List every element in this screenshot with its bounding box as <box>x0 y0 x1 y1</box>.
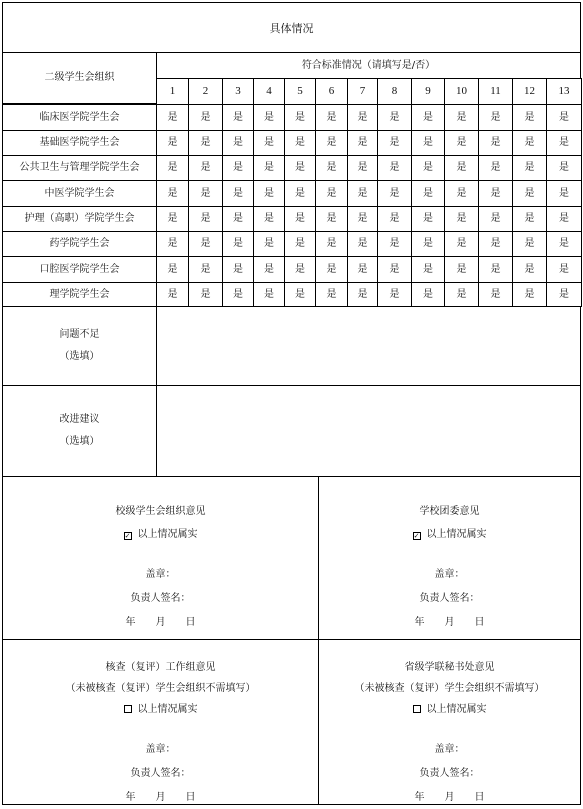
criterion-number-text: 6 <box>328 84 335 97</box>
criterion-number-text: 12 <box>524 84 535 97</box>
problems-optional: （选填） <box>59 351 100 362</box>
criterion-value-cell[interactable] <box>377 256 412 283</box>
criterion-value: 是 <box>456 288 467 300</box>
criterion-value-cell[interactable] <box>347 130 378 156</box>
criterion-value-cell[interactable] <box>512 282 547 307</box>
criterion-value: 是 <box>233 187 243 199</box>
criterion-number-10 <box>444 78 479 105</box>
criterion-value: 是 <box>200 288 211 300</box>
criterion-value: 是 <box>524 238 535 249</box>
criteria-header-text: 符合标准情况（请填写是/否） <box>301 59 436 71</box>
criterion-value: 是 <box>357 111 368 123</box>
criterion-value-cell[interactable] <box>411 155 445 181</box>
criterion-value-cell[interactable] <box>347 282 378 307</box>
criterion-value-cell[interactable] <box>188 206 223 232</box>
criterion-value-cell[interactable] <box>156 155 189 181</box>
criterion-value-cell[interactable] <box>444 231 479 257</box>
criterion-number-13 <box>546 78 582 105</box>
criterion-value-cell[interactable] <box>377 206 412 232</box>
criterion-value-cell[interactable] <box>253 104 285 131</box>
criterion-value: 是 <box>423 137 433 148</box>
criterion-value-cell[interactable] <box>253 256 285 283</box>
criterion-value: 是 <box>524 187 535 199</box>
criterion-value: 是 <box>200 213 211 224</box>
org-name-cell <box>2 256 157 283</box>
criterion-value: 是 <box>423 288 433 300</box>
criterion-value: 是 <box>357 288 368 300</box>
criterion-value-cell[interactable] <box>478 231 513 257</box>
opinion-check-row <box>413 700 487 715</box>
suggestions-label-cell <box>2 385 157 477</box>
date-label: 年 月 日 <box>125 617 196 628</box>
criterion-value: 是 <box>389 263 400 275</box>
org-name: 中医学院学生会 <box>44 187 115 199</box>
criterion-value-cell[interactable] <box>284 130 316 156</box>
opinion-title: 核查（复评）工作组意见 <box>105 662 216 673</box>
criterion-number-text: 8 <box>391 84 398 97</box>
criterion-value-cell[interactable] <box>478 206 513 232</box>
criterion-value-cell[interactable] <box>188 155 223 181</box>
criterion-value-cell[interactable] <box>156 180 189 207</box>
seal-label: 盖章： <box>434 569 465 580</box>
criterion-value-cell[interactable] <box>156 231 189 257</box>
criterion-value: 是 <box>389 111 400 123</box>
opinion-title: 学校团委意见 <box>419 506 480 517</box>
criterion-value-cell[interactable] <box>411 104 445 131</box>
criterion-value: 是 <box>559 137 569 148</box>
criterion-value-cell[interactable] <box>546 130 582 156</box>
opinion-check-row <box>124 700 198 715</box>
criterion-value: 是 <box>524 137 535 148</box>
criterion-value: 是 <box>233 213 243 224</box>
criterion-value-cell[interactable] <box>377 130 412 156</box>
criterion-value-cell[interactable] <box>478 130 513 156</box>
criterion-value-cell[interactable] <box>188 282 223 307</box>
problems-label: 问题不足 <box>59 329 100 340</box>
criterion-value: 是 <box>490 137 501 148</box>
criterion-value-cell[interactable] <box>478 256 513 283</box>
criterion-value: 是 <box>559 187 569 199</box>
criterion-value-cell[interactable] <box>347 256 378 283</box>
date-label: 年 月 日 <box>414 617 485 628</box>
seal-label: 盖章： <box>145 744 176 755</box>
check-label: 以上情况属实 <box>426 704 487 715</box>
check-box-icon[interactable] <box>124 705 132 713</box>
criterion-value: 是 <box>357 187 368 199</box>
criterion-value-cell[interactable] <box>546 231 582 257</box>
criterion-value-cell[interactable] <box>411 256 445 283</box>
criterion-number-text: 13 <box>558 84 570 97</box>
org-name: 基础医学院学生会 <box>39 137 120 148</box>
criterion-value: 是 <box>389 162 400 173</box>
criterion-value: 是 <box>167 263 178 275</box>
criterion-value-cell[interactable] <box>546 282 582 307</box>
criterion-value-cell[interactable] <box>478 282 513 307</box>
criterion-value-cell[interactable] <box>284 282 316 307</box>
criterion-value-cell[interactable] <box>512 206 547 232</box>
org-name: 口腔医学院学生会 <box>39 263 120 275</box>
criterion-value: 是 <box>264 288 274 300</box>
criterion-value-cell[interactable] <box>377 231 412 257</box>
criterion-number-11 <box>478 78 513 105</box>
criterion-value-cell[interactable] <box>284 256 316 283</box>
signer-label: 负责人签名： <box>419 768 480 779</box>
criterion-value-cell[interactable] <box>253 180 285 207</box>
criterion-value-cell[interactable] <box>478 155 513 181</box>
criterion-value: 是 <box>389 213 400 224</box>
criterion-value-cell[interactable] <box>347 180 378 207</box>
criterion-value-cell[interactable] <box>411 231 445 257</box>
criterion-value-cell[interactable] <box>253 155 285 181</box>
criterion-value: 是 <box>167 137 178 148</box>
criterion-value: 是 <box>233 162 243 173</box>
criterion-value-cell[interactable] <box>315 256 348 283</box>
org-name-cell <box>2 282 157 307</box>
criterion-value: 是 <box>524 288 535 300</box>
criterion-value: 是 <box>264 137 274 148</box>
criterion-value-cell[interactable] <box>253 130 285 156</box>
opinion-review-group <box>2 639 319 805</box>
criterion-value-cell[interactable] <box>512 155 547 181</box>
check-label: 以上情况属实 <box>137 529 198 540</box>
criterion-value-cell[interactable] <box>512 256 547 283</box>
criterion-value: 是 <box>233 137 243 148</box>
criterion-number-5 <box>284 78 316 105</box>
opinion-school-union <box>2 476 319 640</box>
criterion-value-cell[interactable] <box>253 282 285 307</box>
criterion-value: 是 <box>456 187 467 199</box>
suggestions-optional: （选填） <box>59 436 100 447</box>
criterion-value-cell[interactable] <box>156 206 189 232</box>
criterion-value-cell[interactable] <box>188 256 223 283</box>
criterion-value-cell[interactable] <box>377 282 412 307</box>
criterion-value-cell[interactable] <box>377 104 412 131</box>
check-label: 以上情况属实 <box>426 529 487 540</box>
criterion-value: 是 <box>559 162 569 173</box>
criterion-value: 是 <box>167 238 178 249</box>
check-label: 以上情况属实 <box>137 704 198 715</box>
criterion-value: 是 <box>167 162 178 173</box>
criterion-value: 是 <box>423 263 433 275</box>
criterion-value-cell[interactable] <box>188 104 223 131</box>
criterion-number-text: 2 <box>202 84 209 97</box>
criterion-value-cell[interactable] <box>253 206 285 232</box>
criteria-header <box>156 52 581 79</box>
criterion-value-cell[interactable] <box>347 155 378 181</box>
criterion-number-text: 11 <box>490 84 501 97</box>
criterion-value: 是 <box>456 162 467 173</box>
criterion-value: 是 <box>233 111 243 123</box>
org-name: 公共卫生与管理学院学生会 <box>19 162 140 173</box>
org-name-cell <box>2 206 157 232</box>
criterion-value-cell[interactable] <box>347 231 378 257</box>
opinion-check-row <box>124 525 198 540</box>
criterion-value-cell[interactable] <box>315 155 348 181</box>
criterion-value-cell[interactable] <box>444 180 479 207</box>
org-header <box>2 52 157 104</box>
criterion-number-6 <box>315 78 348 105</box>
criterion-value-cell[interactable] <box>222 231 254 257</box>
criterion-value: 是 <box>490 111 501 123</box>
criterion-value: 是 <box>295 187 305 199</box>
criterion-value-cell[interactable] <box>444 155 479 181</box>
criterion-value: 是 <box>456 238 467 249</box>
org-name-cell <box>2 231 157 257</box>
criterion-value-cell[interactable] <box>284 206 316 232</box>
opinion-check-row <box>413 525 487 540</box>
date-label: 年 月 日 <box>414 792 485 803</box>
criterion-value-cell[interactable] <box>156 130 189 156</box>
criterion-value-cell[interactable] <box>546 155 582 181</box>
criterion-value: 是 <box>326 187 337 199</box>
criterion-value-cell[interactable] <box>315 231 348 257</box>
criterion-value: 是 <box>456 263 467 275</box>
criterion-value: 是 <box>200 111 211 123</box>
criterion-value: 是 <box>295 288 305 300</box>
criterion-value-cell[interactable] <box>222 104 254 131</box>
criterion-value: 是 <box>357 263 368 275</box>
criterion-value-cell[interactable] <box>444 206 479 232</box>
criterion-value-cell[interactable] <box>478 104 513 131</box>
criterion-value-cell[interactable] <box>444 104 479 131</box>
check-box-icon[interactable] <box>413 705 421 713</box>
org-name: 理学院学生会 <box>49 288 110 300</box>
criterion-number-3 <box>222 78 254 105</box>
problems-label-cell <box>2 306 157 386</box>
criterion-value: 是 <box>295 137 305 148</box>
criterion-value: 是 <box>326 288 337 300</box>
org-name-cell <box>2 104 157 131</box>
criterion-value: 是 <box>389 288 400 300</box>
criterion-value-cell[interactable] <box>284 155 316 181</box>
criterion-value: 是 <box>357 137 368 148</box>
criterion-value: 是 <box>264 263 274 275</box>
criterion-value: 是 <box>233 263 243 275</box>
criterion-value: 是 <box>423 187 433 199</box>
criterion-value-cell[interactable] <box>156 282 189 307</box>
criterion-value-cell[interactable] <box>546 180 582 207</box>
criterion-value: 是 <box>200 137 211 148</box>
criterion-value: 是 <box>524 263 535 275</box>
criterion-number-text: 10 <box>456 84 467 97</box>
criterion-value-cell[interactable] <box>411 206 445 232</box>
criterion-value-cell[interactable] <box>284 231 316 257</box>
criterion-value-cell[interactable] <box>156 104 189 131</box>
seal-label: 盖章： <box>434 744 465 755</box>
criterion-value-cell[interactable] <box>222 206 254 232</box>
criterion-value: 是 <box>357 162 368 173</box>
criterion-value: 是 <box>295 263 305 275</box>
criterion-value-cell[interactable] <box>377 180 412 207</box>
criterion-value-cell[interactable] <box>444 282 479 307</box>
criterion-value-cell[interactable] <box>188 231 223 257</box>
criterion-value: 是 <box>264 238 274 249</box>
criterion-value: 是 <box>264 187 274 199</box>
criterion-number-12 <box>512 78 547 105</box>
criterion-value: 是 <box>389 137 400 148</box>
org-name-cell <box>2 180 157 207</box>
criterion-value: 是 <box>200 162 211 173</box>
criterion-value: 是 <box>490 213 501 224</box>
criterion-value: 是 <box>423 238 433 249</box>
criterion-value-cell[interactable] <box>315 104 348 131</box>
criterion-value-cell[interactable] <box>411 180 445 207</box>
suggestions-label: 改进建议 <box>59 414 100 425</box>
criterion-value-cell[interactable] <box>284 180 316 207</box>
criterion-value: 是 <box>524 213 535 224</box>
criterion-value: 是 <box>167 213 178 224</box>
criterion-value: 是 <box>559 111 569 123</box>
criterion-value: 是 <box>326 263 337 275</box>
criterion-value-cell[interactable] <box>512 231 547 257</box>
criterion-value: 是 <box>295 238 305 249</box>
criterion-value-cell[interactable] <box>546 104 582 131</box>
criterion-value: 是 <box>559 238 569 249</box>
criterion-value: 是 <box>490 238 501 249</box>
title-text: 具体情况 <box>269 21 314 35</box>
check-box-icon[interactable]: ✓ <box>413 532 420 540</box>
criterion-value: 是 <box>389 187 400 199</box>
criterion-value: 是 <box>524 111 535 123</box>
criterion-value-cell[interactable] <box>347 104 378 131</box>
criterion-value: 是 <box>295 111 305 123</box>
criterion-value: 是 <box>233 288 243 300</box>
criterion-number-text: 5 <box>297 84 303 97</box>
criterion-value: 是 <box>490 187 501 199</box>
org-name-cell <box>2 130 157 156</box>
check-box-icon[interactable]: ✓ <box>124 532 131 540</box>
org-name: 药学院学生会 <box>49 238 110 249</box>
criterion-value: 是 <box>200 263 211 275</box>
criterion-value-cell[interactable] <box>377 155 412 181</box>
signer-label: 负责人签名： <box>130 593 191 604</box>
criterion-value: 是 <box>200 238 211 249</box>
criterion-value-cell[interactable] <box>222 282 254 307</box>
criterion-value-cell[interactable] <box>253 231 285 257</box>
criterion-value: 是 <box>423 162 433 173</box>
criterion-value-cell[interactable] <box>512 130 547 156</box>
criterion-value: 是 <box>167 111 178 123</box>
criterion-value: 是 <box>326 213 337 224</box>
criterion-value: 是 <box>456 213 467 224</box>
criterion-value-cell[interactable] <box>222 256 254 283</box>
criterion-value: 是 <box>326 111 337 123</box>
criterion-value: 是 <box>423 111 433 123</box>
criterion-value: 是 <box>423 213 433 224</box>
criterion-value: 是 <box>490 263 501 275</box>
criterion-value-cell[interactable] <box>347 206 378 232</box>
date-label: 年 月 日 <box>125 792 196 803</box>
signer-label: 负责人签名： <box>130 768 191 779</box>
opinion-title: 校级学生会组织意见 <box>115 506 206 517</box>
problems-input-area[interactable] <box>156 306 581 386</box>
opinion-youth-league <box>318 476 581 640</box>
criterion-value: 是 <box>357 238 368 249</box>
org-header-text: 二级学生会组织 <box>44 72 115 83</box>
criterion-value-cell[interactable] <box>284 104 316 131</box>
criterion-value-cell[interactable] <box>315 130 348 156</box>
criterion-value-cell[interactable] <box>222 180 254 207</box>
criterion-value-cell[interactable] <box>222 130 254 156</box>
criterion-value-cell[interactable] <box>512 180 547 207</box>
criterion-value: 是 <box>326 162 337 173</box>
criterion-value-cell[interactable] <box>315 282 348 307</box>
criterion-value-cell[interactable] <box>512 104 547 131</box>
criterion-number-8 <box>377 78 412 105</box>
criterion-value: 是 <box>524 162 535 173</box>
criterion-value: 是 <box>559 213 569 224</box>
criterion-value-cell[interactable] <box>546 206 582 232</box>
criterion-value: 是 <box>326 238 337 249</box>
criterion-value-cell[interactable] <box>411 282 445 307</box>
criterion-value-cell[interactable] <box>315 206 348 232</box>
criterion-value: 是 <box>357 213 368 224</box>
criterion-value: 是 <box>389 238 400 249</box>
signer-label: 负责人签名： <box>419 593 480 604</box>
opinion-note: （未被核查（复评）学生会组织不需填写） <box>65 683 256 694</box>
criterion-number-1 <box>156 78 189 105</box>
org-name: 护理（高职）学院学生会 <box>24 213 135 224</box>
criterion-value-cell[interactable] <box>546 256 582 283</box>
criterion-value-cell[interactable] <box>411 130 445 156</box>
criterion-number-text: 9 <box>425 84 431 97</box>
criterion-value: 是 <box>264 162 274 173</box>
criterion-value-cell[interactable] <box>188 130 223 156</box>
criterion-number-7 <box>347 78 378 105</box>
criterion-value-cell[interactable] <box>444 130 479 156</box>
suggestions-input-area[interactable] <box>156 385 581 477</box>
criterion-number-text: 7 <box>359 84 366 97</box>
criterion-value: 是 <box>167 187 178 199</box>
criterion-number-text: 3 <box>235 84 241 97</box>
criterion-value: 是 <box>233 238 243 249</box>
criterion-value-cell[interactable] <box>444 256 479 283</box>
criterion-number-text: 4 <box>266 84 272 97</box>
criterion-value-cell[interactable] <box>188 180 223 207</box>
org-name-cell <box>2 155 157 181</box>
criterion-number-text: 1 <box>169 84 176 97</box>
criterion-value-cell[interactable] <box>222 155 254 181</box>
opinion-title: 省级学联秘书处意见 <box>404 662 495 673</box>
criterion-value: 是 <box>264 213 274 224</box>
form-title <box>2 2 581 53</box>
criterion-number-9 <box>411 78 445 105</box>
criterion-value: 是 <box>167 288 178 300</box>
criterion-value: 是 <box>326 137 337 148</box>
criterion-value: 是 <box>295 162 305 173</box>
opinion-note: （未被核查（复评）学生会组织不需填写） <box>354 683 545 694</box>
criterion-value: 是 <box>456 137 467 148</box>
criterion-value-cell[interactable] <box>156 256 189 283</box>
criterion-value: 是 <box>559 288 569 300</box>
seal-label: 盖章： <box>145 569 176 580</box>
criterion-number-2 <box>188 78 223 105</box>
criterion-value: 是 <box>456 111 467 123</box>
org-name: 临床医学院学生会 <box>39 111 120 123</box>
criterion-value: 是 <box>264 111 274 123</box>
criterion-value: 是 <box>490 288 501 300</box>
opinion-provincial-union <box>318 639 581 805</box>
criterion-value: 是 <box>295 213 305 224</box>
criterion-value-cell[interactable] <box>315 180 348 207</box>
criterion-value: 是 <box>559 263 569 275</box>
criterion-value-cell[interactable] <box>478 180 513 207</box>
criterion-value: 是 <box>490 162 501 173</box>
criterion-number-4 <box>253 78 285 105</box>
criterion-value: 是 <box>200 187 211 199</box>
